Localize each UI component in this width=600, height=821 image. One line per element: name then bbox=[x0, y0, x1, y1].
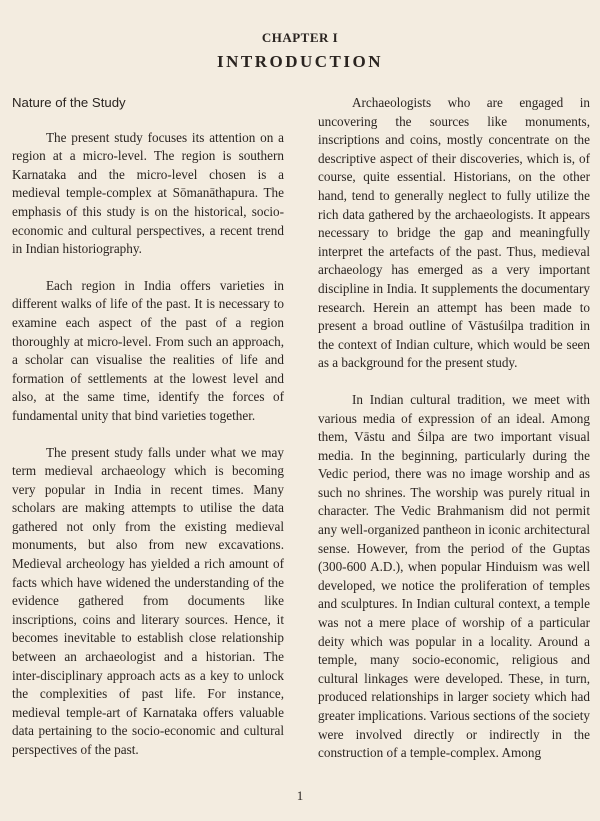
section-heading: Nature of the Study bbox=[12, 95, 126, 110]
left-column bbox=[12, 94, 284, 778]
paragraph: The present study falls under what we may term medieval archaeology which is becoming very popular in India in recent times. Many scholars are making attempts to utilise the data gathered not only from the existing medieval monuments, but also from new excavations. Medieval archeology has yielded a rich amount of facts which have widened the understanding of the evidence gathered from documents like inscriptions, coins and literary sources. Hence, it becomes inevitable to establish close relationship between an archaeologist and a historian. The inter-disciplinary approach acts as a key to unlock the complexities of past life. For instance, medieval temple-art of Karnataka offers valuable data pertaining to the socio-economic and cultural perspectives of the past. bbox=[12, 444, 284, 757]
chapter-label: CHAPTER I bbox=[261, 30, 339, 45]
chapter-title: INTRODUCTION bbox=[216, 52, 384, 71]
page-number: 1 bbox=[296, 788, 304, 803]
right-column bbox=[318, 94, 590, 781]
paragraph: Archaeologists who are engaged in uncovering the sources like monuments, inscriptions and coins, mostly concentrate on the descriptive aspect of their discoveries, which is, of course, quite essential. Historians, on the other hand, tend to generally neglect to fully utilize the rich data gathered by the archaeologists. It appears necessary to bridge the gap and meaningfully interpret the artefacts of the past. Thus, medieval archaeology has emerged as a very important discipline in India. It supplements the documentary research. Herein an attempt has been made to present a broad outline of Vāstuśilpa tradition in the context of Indian culture, which would be seen as a background for the present study. bbox=[318, 95, 590, 371]
paragraph: Each region in India offers varieties in different walks of life of the past. It is necessary to examine each aspect of the past of a region thoroughly at micro-level. From such an approach, a scholar can visualise the realities of life and formation of settlements at the lowest level and also, at the same time, identify the forces of fundamental unity that bind varieties together. bbox=[12, 277, 284, 423]
paragraph: The present study focuses its attention on a region at a micro-level. The region is southern Karnataka and the micro-level chosen is a medieval temple-complex at Sōmanāthapura. The emphasis of this study is on the historical, socio-economic and cultural perspectives, a recent trend in Indian historiography. bbox=[12, 129, 284, 257]
paragraph: In Indian cultural tradition, we meet with various media of expression of an ideal. Among them, Vāstu and Śilpa are two important visual media. In the beginning, particularly during the Vedic period, there was no image worship and as such no shrines. The worship was purely ritual in character. The Vedic Brahmanism did not permit any well-organized pantheon in iconic architectural sense. However, from the period of the Guptas (300-600 A.D.), when popular Hinduism was well developed, we notice the proliferation of temples and sculptures. In Indian cultural context, a temple was not a mere place of worship of a particular deity which was popular in a locality. Around a temple, many socio-economic, religious and cultural linkages were developed. These, in turn, produced relationships in larger society which had greater implications. Various sections of the society were involved directly or indirectly in the construction of a temple-complex. Among bbox=[318, 391, 590, 761]
